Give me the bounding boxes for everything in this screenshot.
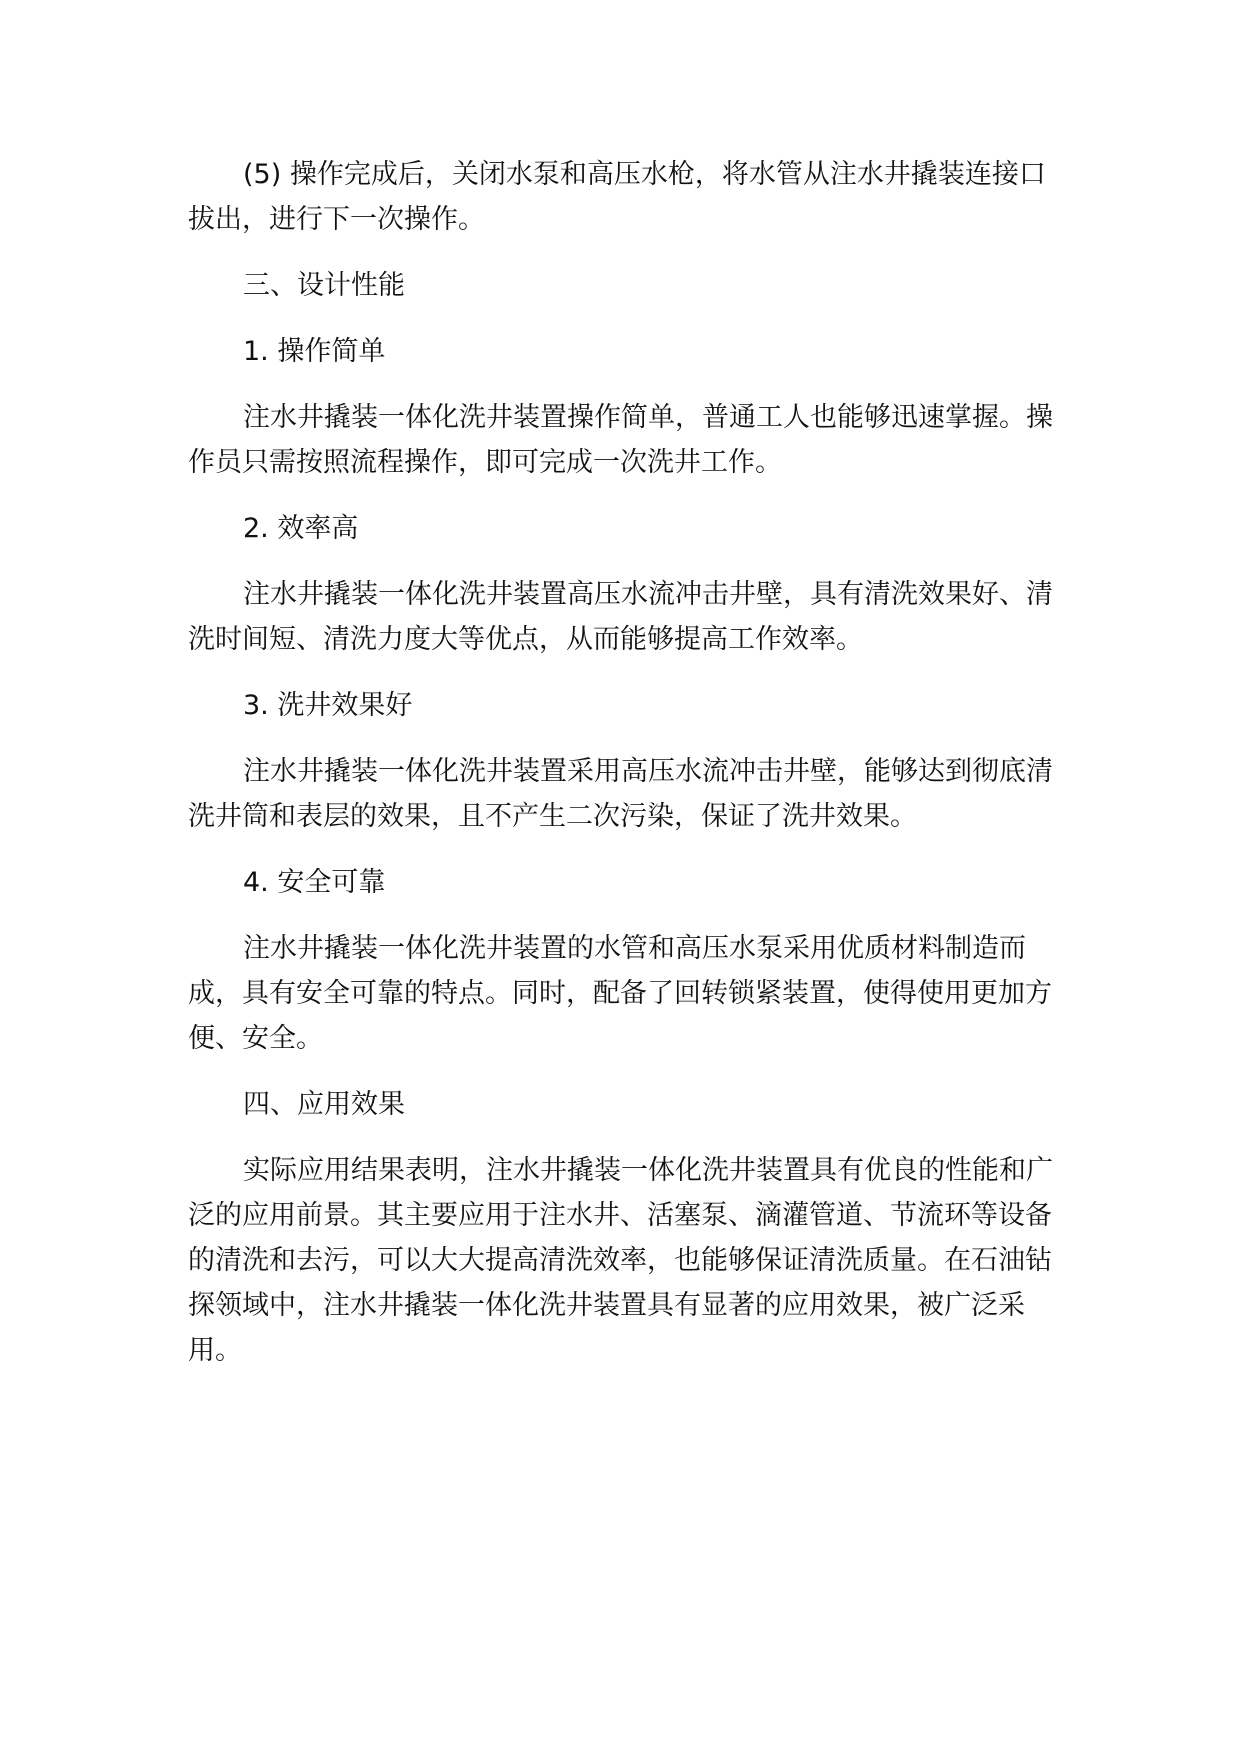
section-4-heading: 四、应用效果 — [243, 1089, 405, 1120]
subsection-3-paragraph: 注水井撬装一体化洗井装置采用高压水流冲击井壁，能够达到彻底清洗井筒和表层的效果，且不产生二次污染，保证了洗井效果。 — [188, 756, 1053, 832]
subsection-1-paragraph: 注水井撬装一体化洗井装置操作简单，普通工人也能够迅速掌握。操作员只需按照流程操作，即可完成一次洗井工作。 — [188, 402, 1053, 478]
subsection-2-heading: 2. 效率高 — [243, 513, 359, 544]
section-4-paragraph: 实际应用结果表明，注水井撬装一体化洗井装置具有优良的性能和广泛的应用前景。其主要应用于注水井、活塞泵、滴灌管道、节流环等设备的清洗和去污，可以大大提高清洗效率，也能够保证清洗质量。在石油钻探领域中，注水井撬装一体化洗井装置具有显著的应用效果，被广泛采用。 — [188, 1155, 1053, 1366]
section-3-heading: 三、设计性能 — [243, 270, 405, 301]
subsection-4-heading: 4. 安全可靠 — [243, 867, 386, 898]
subsection-3-heading: 3. 洗井效果好 — [243, 690, 413, 721]
step-5-paragraph: (5) 操作完成后，关闭水泵和高压水枪，将水管从注水井撬装连接口拔出，进行下一次操作。 — [188, 159, 1046, 235]
subsection-4-paragraph: 注水井撬装一体化洗井装置的水管和高压水泵采用优质材料制造而成，具有安全可靠的特点。同时，配备了回转锁紧装置，使得使用更加方便、安全。 — [188, 933, 1052, 1054]
subsection-1-heading: 1. 操作简单 — [243, 336, 386, 367]
subsection-2-paragraph: 注水井撬装一体化洗井装置高压水流冲击井壁，具有清洗效果好、清洗时间短、清洗力度大等优点，从而能够提高工作效率。 — [188, 579, 1053, 655]
document-page — [188, 152, 1068, 1394]
